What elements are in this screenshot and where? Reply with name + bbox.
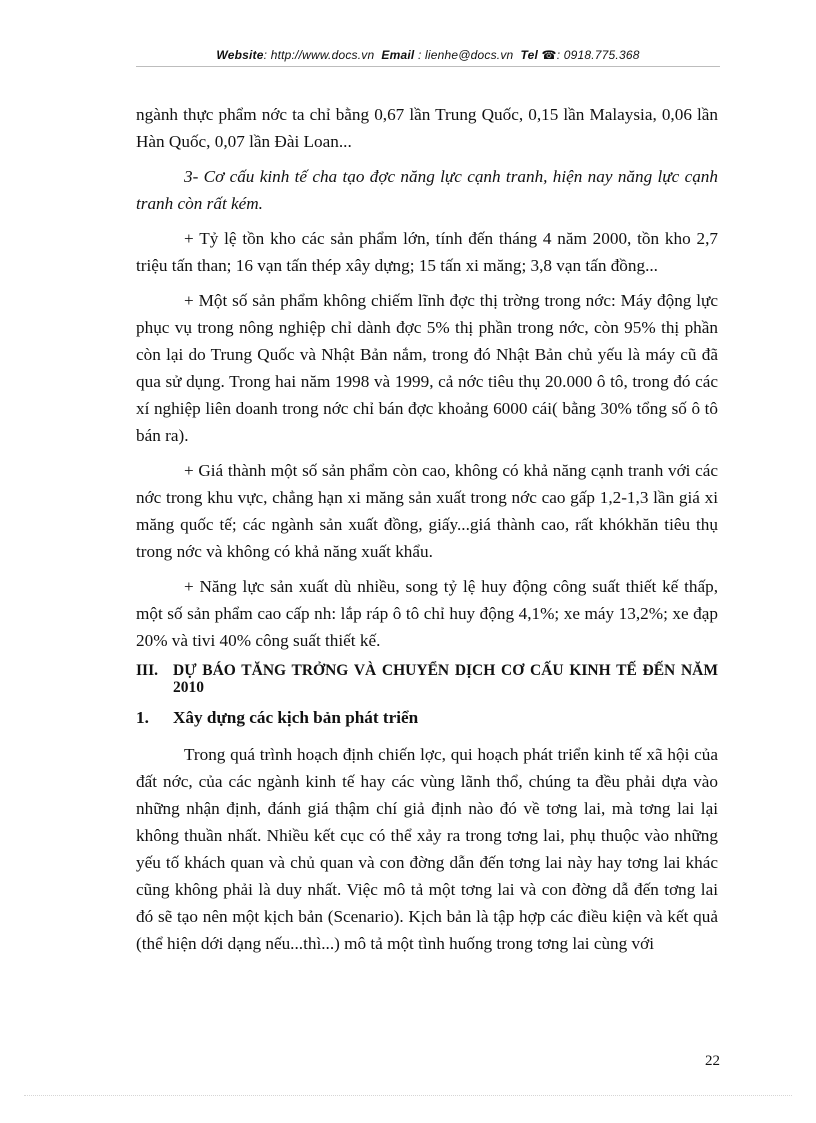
section-heading [136,662,718,696]
phone-icon: ☎ [541,48,557,62]
page-header [136,48,720,62]
subsection-heading [136,704,718,731]
paragraph-4: + Một số sản phẩm không chiếm lĩnh đợc thị trờng trong nớc: Máy động lực phục vụ trong nông nghiệp chỉ dành đợc 5% thị phần trong nớc, còn 95% thị phần còn lại do Trung Quốc và Nhật Bản nắm, trong đó Nhật Bản chủ yếu là máy cũ đã qua sử dụng. Trong hai năm 1998 và 1999, cả nớc tiêu thụ 20.000 ô tô, trong đó các xí nghiệp liên doanh trong nớc chỉ bán đợc khoảng 6000 cái( bằng 30% tổng số ô tô bán ra). [136,291,718,445]
email-label: Email [381,48,415,62]
header-divider [136,66,720,67]
section-title: DỰ BÁO TĂNG TRỞNG VÀ CHUYỂN DỊCH CƠ CẤU KINH TẾ ĐẾN NĂM 2010 [173,662,718,696]
email-value: : lienhe@docs.vn [417,48,514,62]
subsection-number: 1. [136,708,149,727]
section-number: III. [136,662,158,679]
page-content [136,101,718,965]
subsection-title: Xây dựng các kịch bản phát triển [173,708,419,727]
footer-divider [24,1095,792,1096]
paragraph-3: + Tỷ lệ tồn kho các sản phẩm lớn, tính đến tháng 4 năm 2000, tồn kho 2,7 triệu tấn than; 16 vạn tấn thép xây dựng; 15 tấn xi măng; 3,8 vạn tấn đồng... [136,229,718,275]
tel-label: Tel [520,48,538,62]
paragraph-7: Trong quá trình hoạch định chiến lợc, qui hoạch phát triển kinh tế xã hội của đất nớc, của các ngành kinh tế hay các vùng lãnh thổ, chúng ta đều phải dựa vào những nhận định, đánh giá thậm chí giả định nào đó về tơng lai, mà tơng lai lại không thuần nhất. Nhiều kết cục có thể xảy ra trong tơng lai, phụ thuộc vào những yếu tố khách quan và chủ quan và con đờng dẫn đến tơng lai này hay tơng lai khác cũng không phải là duy nhất. Việc mô tả một tơng lai và con đờng dẫ đến tơng lai đó sẽ tạo nên một kịch bản (Scenario). Kịch bản là tập hợp các điều kiện và kết quả (thể hiện dới dạng nếu...thì...) mô tả một tình huống trong tơng lai cùng với [136,745,718,953]
paragraph-2: 3- Cơ cấu kinh tế cha tạo đợc năng lực cạnh tranh, hiện nay năng lực cạnh tranh còn rất kém. [136,167,718,213]
website-value: : http://www.docs.vn [263,48,375,62]
paragraph-5: + Giá thành một số sản phẩm còn cao, không có khả năng cạnh tranh với các nớc trong khu vực, chẳng hạn xi măng sản xuất trong nớc cao gấp 1,2-1,3 lần giá xi măng quốc tế; các ngành sản xuất đồng, giấy...giá thành cao, rất khókhăn tiêu thụ trong nớc và không có khả năng xuất khẩu. [136,461,718,561]
tel-value: : 0918.775.368 [556,48,640,62]
paragraph-1: ngành thực phẩm nớc ta chỉ bằng 0,67 lần Trung Quốc, 0,15 lần Malaysia, 0,06 lần Hàn Quốc, 0,07 lần Đài Loan... [136,105,718,151]
paragraph-6: + Năng lực sản xuất dù nhiều, song tỷ lệ huy động công suất thiết kế thấp, một số sản phẩm cao cấp nh: lắp ráp ô tô chỉ huy động 4,1%; xe máy 13,2%; xe đạp 20% và tivi 40% công suất thiết kế. [136,577,718,650]
website-label: Website [216,48,264,62]
page-number: 22 [705,1053,720,1069]
